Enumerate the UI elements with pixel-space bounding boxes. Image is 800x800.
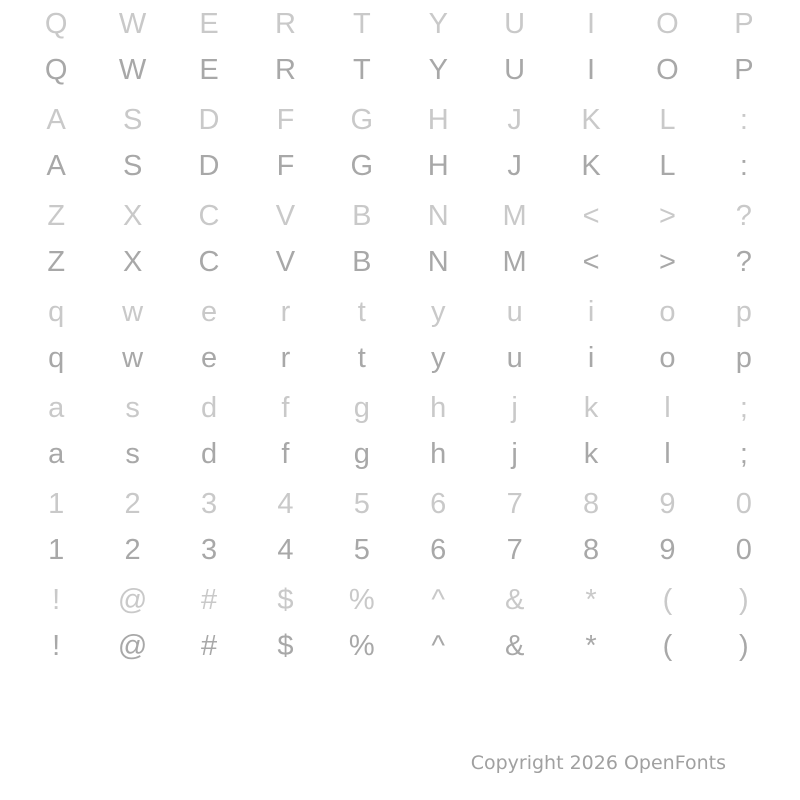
glyph-cell: u xyxy=(506,341,523,374)
glyph-row-bottom xyxy=(18,432,782,476)
glyph-cell: ^ xyxy=(431,629,446,662)
glyph-cell: < xyxy=(582,245,600,278)
glyph-row-top xyxy=(18,480,782,528)
glyph-cell: y xyxy=(430,295,446,328)
glyph-cell: * xyxy=(585,583,597,616)
glyph-cell: 3 xyxy=(200,533,218,566)
glyph-cell: X xyxy=(122,199,143,232)
glyph-row-pair xyxy=(18,288,782,384)
glyph-cell: 3 xyxy=(200,487,218,520)
glyph-cell: a xyxy=(48,391,65,424)
glyph-cell: D xyxy=(198,149,220,182)
glyph-cell: > xyxy=(658,199,676,232)
glyph-row-pair xyxy=(18,384,782,480)
glyph-cell: 4 xyxy=(277,487,294,520)
glyph-cell: k xyxy=(583,437,599,470)
glyph-cell: Q xyxy=(44,53,68,86)
glyph-cell: g xyxy=(353,391,370,424)
glyph-cell: # xyxy=(200,629,218,662)
glyph-cell: s xyxy=(125,437,140,470)
glyph-cell: F xyxy=(276,103,295,136)
glyph-cell: l xyxy=(664,391,671,424)
glyph-cell: k xyxy=(583,391,599,424)
glyph-cell: S xyxy=(122,149,143,182)
glyph-cell: f xyxy=(281,391,290,424)
glyph-cell: & xyxy=(504,583,525,616)
glyph-cell: $ xyxy=(277,583,294,616)
glyph-cell: T xyxy=(352,7,371,40)
glyph-cell: B xyxy=(352,245,372,278)
glyph-cell: 6 xyxy=(430,533,447,566)
glyph-cell: # xyxy=(200,583,218,616)
glyph-cell: R xyxy=(274,7,296,40)
glyph-cell: p xyxy=(735,341,752,374)
glyph-cell: G xyxy=(350,149,374,182)
glyph-cell: < xyxy=(582,199,600,232)
glyph-row-top xyxy=(18,0,782,48)
glyph-cell: 9 xyxy=(659,487,676,520)
glyph-cell: K xyxy=(581,103,601,136)
glyph-cell: 2 xyxy=(124,533,141,566)
glyph-cell: 7 xyxy=(506,487,523,520)
glyph-cell: i xyxy=(587,341,595,374)
glyph-cell: E xyxy=(199,53,219,86)
glyph-cell: ( xyxy=(662,629,673,662)
glyph-cell: r xyxy=(280,341,291,374)
glyph-cell: J xyxy=(507,103,522,136)
glyph-cell: 5 xyxy=(353,487,370,520)
glyph-row-bottom xyxy=(18,240,782,284)
glyph-cell: u xyxy=(506,295,523,328)
glyph-cell: B xyxy=(352,199,372,232)
glyph-cell: V xyxy=(275,199,296,232)
glyph-row-pair xyxy=(18,0,782,96)
glyph-cell: ( xyxy=(662,583,673,616)
glyph-cell: 0 xyxy=(735,533,752,566)
glyph-row-bottom xyxy=(18,528,782,572)
glyph-row-top xyxy=(18,288,782,336)
glyph-cell: T xyxy=(352,53,371,86)
glyph-cell: H xyxy=(427,103,449,136)
glyph-cell: C xyxy=(198,245,220,278)
glyph-cell: r xyxy=(280,295,291,328)
glyph-cell: @ xyxy=(117,629,148,662)
glyph-cell: Z xyxy=(47,245,66,278)
glyph-cell: S xyxy=(122,103,143,136)
glyph-cell: R xyxy=(274,53,296,86)
glyph-row-top xyxy=(18,192,782,240)
glyph-cell: j xyxy=(511,391,518,424)
copyright-footer xyxy=(0,752,800,774)
glyph-cell: t xyxy=(357,295,366,328)
glyph-cell: s xyxy=(125,391,140,424)
glyph-row-pair xyxy=(18,576,782,672)
glyph-cell: H xyxy=(427,149,449,182)
glyph-cell: J xyxy=(507,149,522,182)
glyph-cell: f xyxy=(281,437,290,470)
glyph-cell: I xyxy=(587,53,596,86)
glyph-row-bottom xyxy=(18,336,782,380)
glyph-cell: O xyxy=(656,7,679,40)
glyph-cell: I xyxy=(587,7,596,40)
glyph-cell: M xyxy=(502,245,527,278)
glyph-cell: V xyxy=(275,245,296,278)
glyph-cell: 8 xyxy=(582,487,600,520)
glyph-cell: p xyxy=(735,295,752,328)
glyph-row-top xyxy=(18,384,782,432)
glyph-cell: $ xyxy=(277,629,294,662)
glyph-cell: l xyxy=(664,437,671,470)
glyph-cell: ) xyxy=(739,629,749,662)
glyph-cell: K xyxy=(581,149,601,182)
glyph-cell: y xyxy=(430,341,446,374)
glyph-cell: e xyxy=(200,295,218,328)
glyph-cell: t xyxy=(357,341,366,374)
glyph-cell: @ xyxy=(117,583,148,616)
glyph-cell: 7 xyxy=(506,533,523,566)
glyph-cell: h xyxy=(430,437,447,470)
glyph-cell: & xyxy=(504,629,525,662)
glyph-cell: Y xyxy=(428,7,448,40)
glyph-cell: 6 xyxy=(430,487,447,520)
glyph-cell: N xyxy=(427,245,449,278)
glyph-row-pair xyxy=(18,480,782,576)
glyph-cell: 2 xyxy=(124,487,141,520)
glyph-cell: : xyxy=(739,149,748,182)
glyph-cell: X xyxy=(122,245,143,278)
glyph-cell: ? xyxy=(735,245,752,278)
glyph-row-bottom xyxy=(18,48,782,92)
glyph-cell: ? xyxy=(735,199,752,232)
glyph-cell: N xyxy=(427,199,449,232)
glyph-cell: E xyxy=(199,7,219,40)
glyph-cell: j xyxy=(511,437,518,470)
glyph-row-top xyxy=(18,576,782,624)
glyph-cell: P xyxy=(734,53,754,86)
glyph-cell: 1 xyxy=(48,487,65,520)
glyph-cell: w xyxy=(122,295,144,328)
glyph-cell: o xyxy=(659,341,676,374)
glyph-cell: A xyxy=(46,103,66,136)
glyph-cell: O xyxy=(656,53,679,86)
glyph-cell: G xyxy=(350,103,374,136)
glyph-row-bottom xyxy=(18,144,782,188)
glyph-cell: ; xyxy=(739,391,748,424)
glyph-cell: Y xyxy=(428,53,448,86)
glyph-cell: ) xyxy=(739,583,749,616)
copyright-text: Copyright 2026 OpenFonts xyxy=(470,752,726,774)
glyph-cell: 4 xyxy=(277,533,294,566)
glyph-cell: L xyxy=(659,103,676,136)
glyph-cell: o xyxy=(659,295,676,328)
glyph-cell: e xyxy=(200,341,218,374)
glyph-cell: M xyxy=(502,199,527,232)
glyph-row-pair xyxy=(18,192,782,288)
glyph-cell: % xyxy=(348,629,375,662)
glyph-cell: : xyxy=(739,103,748,136)
glyph-cell: ^ xyxy=(431,583,446,616)
glyph-cell: i xyxy=(587,295,595,328)
glyph-cell: P xyxy=(734,7,754,40)
glyph-cell: * xyxy=(585,629,597,662)
glyph-cell: h xyxy=(430,391,447,424)
glyph-cell: g xyxy=(353,437,370,470)
glyph-cell: 1 xyxy=(48,533,65,566)
glyph-cell: A xyxy=(46,149,66,182)
glyph-cell: 5 xyxy=(353,533,370,566)
glyph-cell: w xyxy=(122,341,144,374)
glyph-cell: F xyxy=(276,149,295,182)
glyph-cell: q xyxy=(48,341,65,374)
glyph-cell: 0 xyxy=(735,487,752,520)
glyph-cell: W xyxy=(118,53,147,86)
glyph-cell: d xyxy=(200,437,218,470)
glyph-cell: d xyxy=(200,391,218,424)
glyph-cell: ! xyxy=(52,629,61,662)
glyph-row-bottom xyxy=(18,624,782,668)
glyph-cell: 8 xyxy=(582,533,600,566)
glyph-cell: q xyxy=(48,295,65,328)
glyph-cell: Q xyxy=(44,7,68,40)
glyph-cell: > xyxy=(658,245,676,278)
glyph-cell: D xyxy=(198,103,220,136)
glyph-cell: Z xyxy=(47,199,66,232)
glyph-cell: 9 xyxy=(659,533,676,566)
glyph-cell: W xyxy=(118,7,147,40)
glyph-row-top xyxy=(18,96,782,144)
glyph-cell: ; xyxy=(739,437,748,470)
glyph-cell: C xyxy=(198,199,220,232)
glyph-cell: U xyxy=(504,53,526,86)
glyph-cell: % xyxy=(348,583,375,616)
glyph-cell: a xyxy=(48,437,65,470)
glyph-cell: ! xyxy=(52,583,61,616)
glyph-row-pair xyxy=(18,96,782,192)
glyph-cell: U xyxy=(504,7,526,40)
glyph-cell: L xyxy=(659,149,676,182)
